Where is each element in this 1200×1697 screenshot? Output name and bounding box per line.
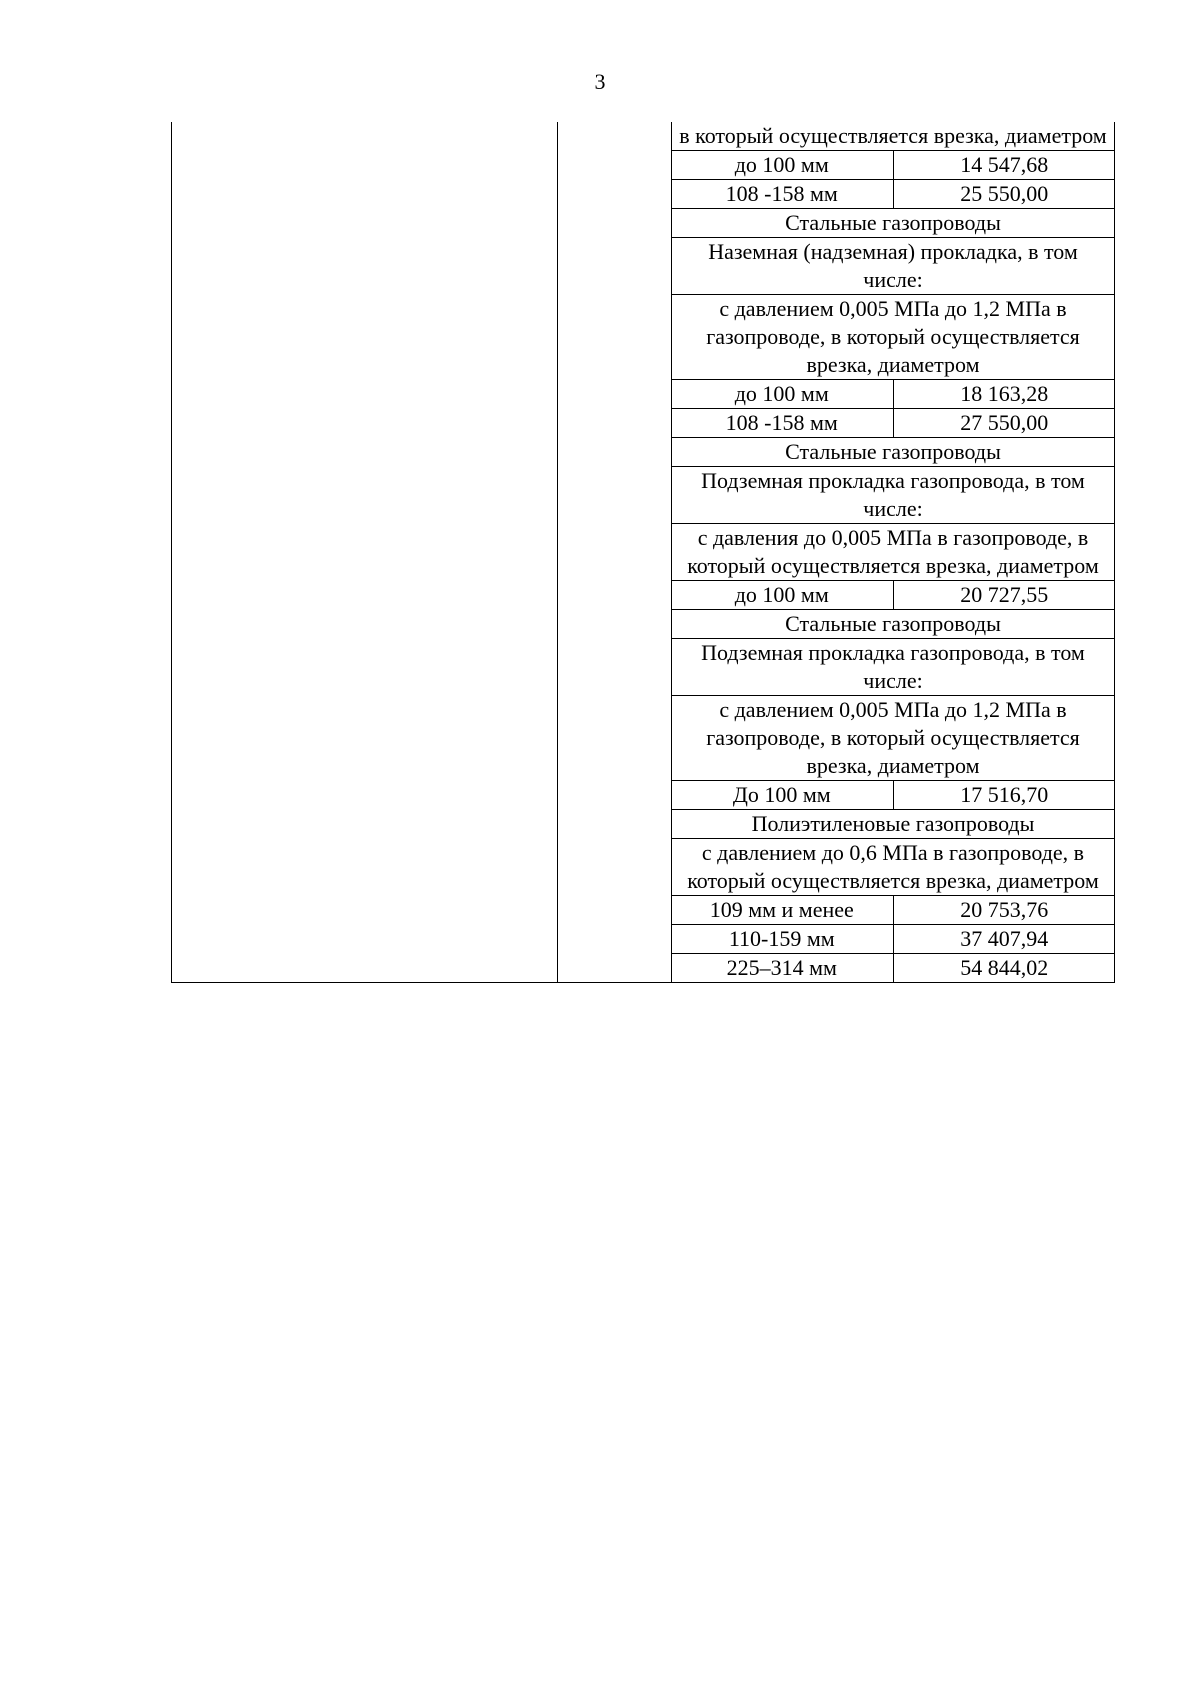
price-cell: 17 516,70 <box>893 781 1115 810</box>
table-row <box>671 180 1115 209</box>
price-cell: 27 550,00 <box>893 409 1115 438</box>
section-header-row <box>671 610 1115 639</box>
section-header-row <box>671 238 1115 295</box>
price-cell: 54 844,02 <box>893 954 1115 983</box>
section-header-cell: с давлением до 0,6 МПа в газопроводе, в который осуществляется врезка, диаметром <box>671 839 1115 896</box>
diameter-cell: 108 -158 мм <box>671 180 893 209</box>
table-row <box>671 896 1115 925</box>
diameter-cell: до 100 мм <box>671 380 893 409</box>
table-row <box>671 409 1115 438</box>
section-header-row <box>671 639 1115 696</box>
section-header-row <box>671 696 1115 781</box>
price-cell: 14 547,68 <box>893 151 1115 180</box>
diameter-cell: 110-159 мм <box>671 925 893 954</box>
section-header-row <box>671 524 1115 581</box>
section-header-cell: Стальные газопроводы <box>671 438 1115 467</box>
diameter-cell: До 100 мм <box>671 781 893 810</box>
table-row <box>671 925 1115 954</box>
tariff-table <box>671 122 1115 983</box>
table-row <box>671 954 1115 983</box>
diameter-cell: 225–314 мм <box>671 954 893 983</box>
section-header-cell: с давлением 0,005 МПа до 1,2 МПа в газопроводе, в который осуществляется врезка, диаметром <box>671 295 1115 380</box>
section-header-cell: в который осуществляется врезка, диаметром <box>671 122 1115 151</box>
price-cell: 25 550,00 <box>893 180 1115 209</box>
section-header-row <box>671 122 1115 151</box>
price-cell: 20 727,55 <box>893 581 1115 610</box>
price-cell: 37 407,94 <box>893 925 1115 954</box>
section-header-cell: Полиэтиленовые газопроводы <box>671 810 1115 839</box>
table-row <box>671 781 1115 810</box>
section-header-cell: с давления до 0,005 МПа в газопроводе, в который осуществляется врезка, диаметром <box>671 524 1115 581</box>
section-header-row <box>671 295 1115 380</box>
price-cell: 18 163,28 <box>893 380 1115 409</box>
price-cell: 20 753,76 <box>893 896 1115 925</box>
section-header-cell: Подземная прокладка газопровода, в том числе: <box>671 639 1115 696</box>
section-header-row <box>671 438 1115 467</box>
column-divider-1 <box>557 122 558 983</box>
section-header-row <box>671 839 1115 896</box>
table-row <box>671 151 1115 180</box>
diameter-cell: до 100 мм <box>671 581 893 610</box>
section-header-cell: Стальные газопроводы <box>671 610 1115 639</box>
table-row <box>671 380 1115 409</box>
section-header-cell: с давлением 0,005 МПа до 1,2 МПа в газопроводе, в который осуществляется врезка, диаметром <box>671 696 1115 781</box>
diameter-cell: до 100 мм <box>671 151 893 180</box>
section-header-cell: Подземная прокладка газопровода, в том числе: <box>671 467 1115 524</box>
page-number: 3 <box>594 69 606 94</box>
section-header-row <box>671 810 1115 839</box>
section-header-cell: Наземная (надземная) прокладка, в том числе: <box>671 238 1115 295</box>
diameter-cell: 109 мм и менее <box>671 896 893 925</box>
diameter-cell: 108 -158 мм <box>671 409 893 438</box>
section-header-row <box>671 467 1115 524</box>
table-row <box>671 581 1115 610</box>
section-header-row <box>671 209 1115 238</box>
section-header-cell: Стальные газопроводы <box>671 209 1115 238</box>
